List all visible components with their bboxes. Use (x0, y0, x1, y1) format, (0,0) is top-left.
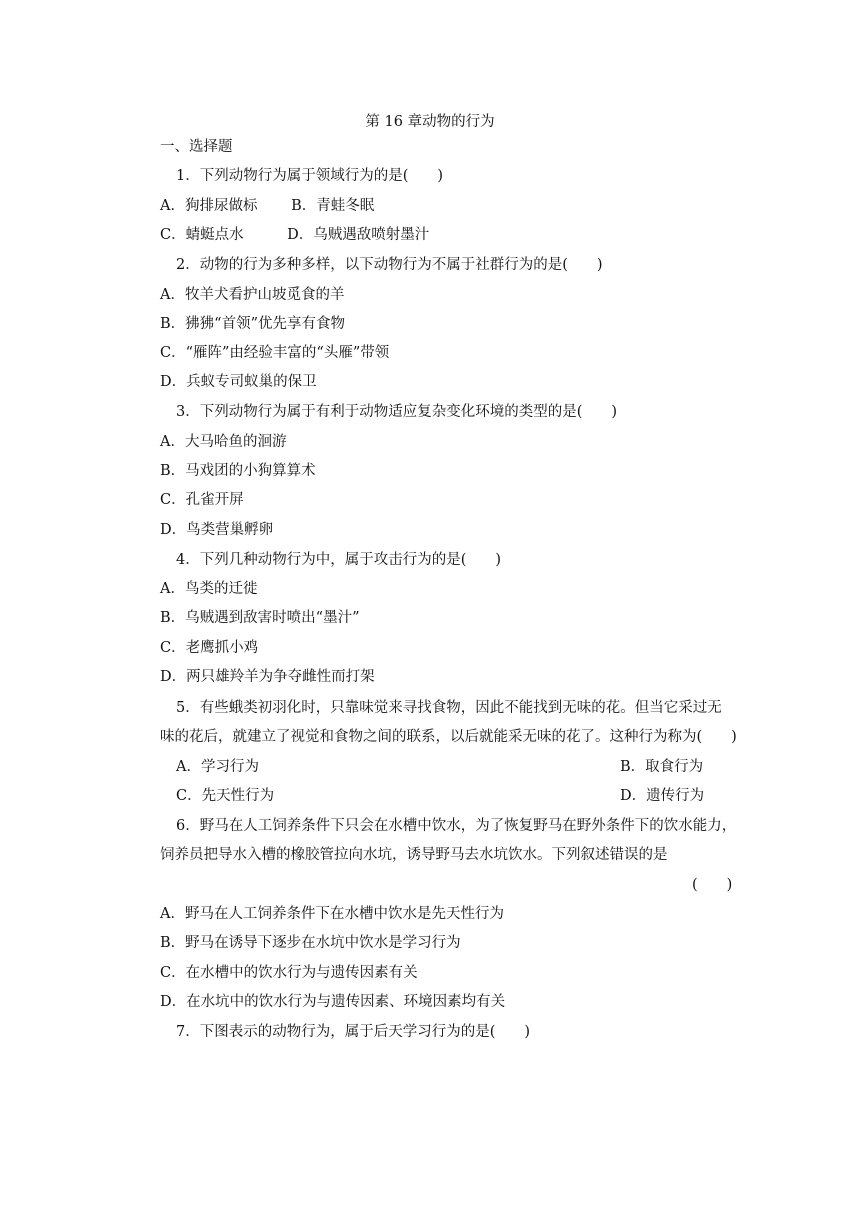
question-3-stem: 3．下列动物行为属于有利于动物适应复杂变化环境的类型的是( ) (176, 404, 618, 420)
question-3-option-d: D．鸟类营巢孵卵 (160, 522, 274, 538)
question-1-options-row-1: A．狗排尿做标 B．青蛙冬眠 (160, 198, 375, 214)
question-4-stem: 4．下列几种动物行为中，属于攻击行为的是( ) (176, 552, 502, 568)
question-4-option-a: A．鸟类的迁徙 (160, 581, 258, 597)
question-2-option-d: D．兵蚁专司蚁巢的保卫 (160, 374, 317, 390)
question-6-stem-line-1: 6．野马在人工饲养条件下只会在水槽中饮水，为了恢复野马在野外条件下的饮水能力， (176, 818, 737, 834)
question-2-option-b: B．狒狒“首领”优先享有食物 (160, 316, 345, 332)
section-heading: 一、选择题 (160, 139, 233, 155)
question-6-option-d: D．在水坑中的饮水行为与遗传因素、环境因素均有关 (160, 994, 506, 1010)
question-5-option-a: A．学习行为 (176, 759, 259, 775)
question-6-answer-paren: ( ) (692, 877, 733, 893)
question-4-option-d: D．两只雄羚羊为争夺雌性而打架 (160, 669, 375, 685)
question-2-option-a: A．牧羊犬看护山坡觅食的羊 (160, 287, 345, 303)
question-4-option-c: C．老鹰抓小鸡 (160, 640, 259, 656)
page-title: 第 16 章动物的行为 (365, 114, 495, 130)
question-6-option-b: B．野马在诱导下逐步在水坑中饮水是学习行为 (160, 935, 461, 951)
question-6-stem-line-2: 饲养员把导水入槽的橡胶管拉向水坑，诱导野马去水坑饮水。下列叙述错误的是 (160, 847, 668, 863)
question-5-stem-line-2: 味的花后，就建立了视觉和食物之间的联系，以后就能采无味的花了。这种行为称为( ) (160, 729, 737, 745)
question-5-option-b: B．取食行为 (620, 759, 704, 775)
question-7-stem: 7．下图表示的动物行为，属于后天学习行为的是( ) (176, 1024, 531, 1040)
question-2-stem: 2．动物的行为多种多样，以下动物行为不属于社群行为的是( ) (176, 257, 603, 273)
question-3-option-a: A．大马哈鱼的洄游 (160, 434, 287, 450)
question-3-option-c: C．孔雀开屏 (160, 492, 244, 508)
question-2-option-c: C．“雁阵”由经验丰富的“头雁”带领 (160, 345, 390, 361)
question-1-stem: 1．下列动物行为属于领域行为的是( ) (176, 168, 444, 184)
question-5-option-d: D．遗传行为 (620, 788, 705, 804)
question-3-option-b: B．马戏团的小狗算算术 (160, 463, 316, 479)
question-5-option-c: C．先天性行为 (176, 788, 275, 804)
question-6-option-c: C．在水槽中的饮水行为与遗传因素有关 (160, 965, 418, 981)
question-1-options-row-2: C．蜻蜓点水 D．乌贼遇敌喷射墨汁 (160, 227, 430, 243)
question-5-stem-line-1: 5．有些蛾类初羽化时，只靠味觉来寻找食物，因此不能找到无味的花。但当它采过无 (176, 700, 722, 716)
question-4-option-b: B．乌贼遇到敌害时喷出“墨汁” (160, 610, 360, 626)
question-6-option-a: A．野马在人工饲养条件下在水槽中饮水是先天性行为 (160, 906, 504, 922)
